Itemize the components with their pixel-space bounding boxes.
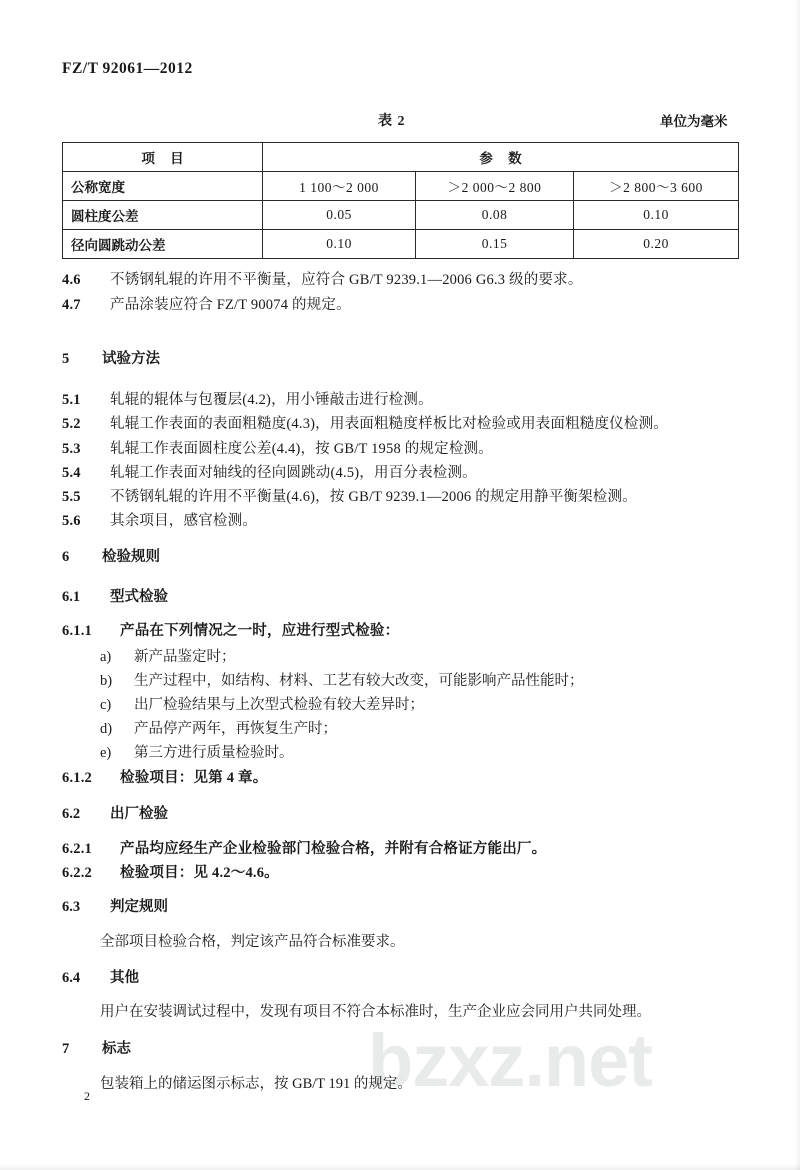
heading-number: 6.2 xyxy=(62,806,81,822)
site-watermark: bzxz.net xyxy=(368,1019,652,1102)
clause-number: 6.1.2 xyxy=(62,770,92,786)
heading-7 xyxy=(62,1037,131,1058)
heading-number: 7 xyxy=(62,1041,70,1057)
table-unit-note: 单位为毫米 xyxy=(660,114,728,129)
clause-6-1-1 xyxy=(62,619,399,640)
table-cell: 0.20 xyxy=(574,230,739,259)
table-caption: 表 2 xyxy=(378,114,406,129)
clause-text: 不锈钢轧辊的许用不平衡量，应符合 GB/T 9239.1—2006 G6.3 级的要求。 xyxy=(110,272,583,288)
clause-text: 轧辊工作表面圆柱度公差(4.4)，按 GB/T 1958 的规定检测。 xyxy=(110,441,493,457)
clause-number: 5.3 xyxy=(62,441,81,457)
heading-6-2 xyxy=(62,802,168,823)
clause-5-3 xyxy=(62,437,493,458)
clause-text: 产品均应经生产企业检验部门检验合格，并附有合格证方能出厂。 xyxy=(120,841,547,857)
heading-6-4 xyxy=(62,966,139,987)
table-cell: ＞2 000～2 800 xyxy=(416,172,574,201)
heading-text: 其他 xyxy=(110,970,139,986)
list-text: 生产过程中，如结构、材料、工艺有较大改变，可能影响产品性能时； xyxy=(134,673,584,689)
table-row xyxy=(63,230,739,259)
clause-6-2-1 xyxy=(62,837,546,858)
clause-number: 6.2.2 xyxy=(62,865,92,881)
table-header-parameter: 参 数 xyxy=(263,143,739,172)
scan-edge-bottom xyxy=(0,1164,800,1170)
list-item xyxy=(100,741,294,762)
clause-text: 产品在下列情况之一时，应进行型式检验： xyxy=(120,623,400,639)
scan-edge-right xyxy=(794,0,800,1170)
clause-number: 5.6 xyxy=(62,513,81,529)
clause-text: 不锈钢轧辊的许用不平衡量(4.6)，按 GB/T 9239.1—2006 的规定用静平衡架检测。 xyxy=(110,489,637,505)
table-header-item: 项 目 xyxy=(63,143,263,172)
list-text: 第三方进行质量检验时。 xyxy=(134,745,294,761)
clause-5-1 xyxy=(62,388,433,409)
clause-text: 轧辊的辊体与包覆层(4.2)，用小锤敲击进行检测。 xyxy=(110,392,433,408)
list-item xyxy=(100,645,236,666)
table-cell: 0.08 xyxy=(416,201,574,230)
clause-text: 产品涂装应符合 FZ/T 90074 的规定。 xyxy=(110,297,351,313)
clause-text: 检验项目：见第 4 章。 xyxy=(120,770,268,786)
clause-5-5 xyxy=(62,485,637,506)
table-cell: ＞2 800～3 600 xyxy=(574,172,739,201)
clause-text: 检验项目：见 4.2～4.6。 xyxy=(120,865,279,881)
page-number: 2 xyxy=(84,1089,90,1103)
clause-7-body: 包装箱上的储运图示标志，按 GB/T 191 的规定。 xyxy=(100,1076,412,1092)
table-cell: 0.10 xyxy=(263,230,416,259)
clause-number: 4.6 xyxy=(62,272,81,288)
list-marker: a) xyxy=(100,649,112,665)
heading-number: 6 xyxy=(62,549,70,565)
heading-6-1 xyxy=(62,585,168,606)
list-text: 出厂检验结果与上次型式检验有较大差异时； xyxy=(134,697,424,713)
clause-number: 5.4 xyxy=(62,465,81,481)
heading-text: 试验方法 xyxy=(102,351,160,367)
heading-text: 型式检验 xyxy=(110,589,168,605)
clause-5-6 xyxy=(62,509,257,530)
heading-number: 6.4 xyxy=(62,970,81,986)
specification-table xyxy=(62,142,739,259)
table-row-label: 圆柱度公差 xyxy=(63,201,263,230)
table-row-label: 径向圆跳动公差 xyxy=(63,230,263,259)
heading-text: 检验规则 xyxy=(102,549,160,565)
list-text: 产品停产两年，再恢复生产时； xyxy=(134,721,337,737)
table-cell: 0.10 xyxy=(574,201,739,230)
clause-number: 5.1 xyxy=(62,392,81,408)
list-item xyxy=(100,693,424,714)
list-item xyxy=(100,717,337,738)
clause-5-4 xyxy=(62,461,477,482)
clause-4-6 xyxy=(62,268,583,289)
heading-text: 出厂检验 xyxy=(110,806,168,822)
heading-6 xyxy=(62,545,160,566)
clause-number: 6.1.1 xyxy=(62,623,92,639)
heading-number: 6.1 xyxy=(62,589,81,605)
clause-6-2-2 xyxy=(62,861,279,882)
table-cell: 0.05 xyxy=(263,201,416,230)
table-header-row xyxy=(63,143,739,172)
clause-number: 5.5 xyxy=(62,489,81,505)
clause-text: 轧辊工作表面对轴线的径向圆跳动(4.5)，用百分表检测。 xyxy=(110,465,477,481)
table-cell: 1 100～2 000 xyxy=(263,172,416,201)
heading-text: 判定规则 xyxy=(110,899,168,915)
list-text: 新产品鉴定时； xyxy=(134,649,236,665)
list-marker: d) xyxy=(100,721,113,737)
clause-6-4-body: 用户在安装调试过程中，发现有项目不符合本标准时，生产企业应会同用户共同处理。 xyxy=(100,1004,651,1020)
clause-4-7 xyxy=(62,293,351,314)
clause-text: 轧辊工作表面的表面粗糙度(4.3)，用表面粗糙度样板比对检验或用表面粗糙度仪检测。 xyxy=(110,416,668,432)
clause-5-2 xyxy=(62,412,668,433)
clause-text: 其余项目，感官检测。 xyxy=(110,513,257,529)
table-row-label: 公称宽度 xyxy=(63,172,263,201)
clause-number: 6.2.1 xyxy=(62,841,92,857)
heading-number: 5 xyxy=(62,351,70,367)
heading-number: 6.3 xyxy=(62,899,81,915)
clause-6-3-body: 全部项目检验合格，判定该产品符合标准要求。 xyxy=(100,934,405,950)
clause-6-1-2 xyxy=(62,766,267,787)
clause-number: 4.7 xyxy=(62,297,81,313)
table-row xyxy=(63,201,739,230)
list-marker: b) xyxy=(100,673,113,689)
list-item xyxy=(100,669,584,690)
list-marker: c) xyxy=(100,697,112,713)
table-cell: 0.15 xyxy=(416,230,574,259)
standard-code-header: FZ/T 92061—2012 xyxy=(62,60,193,77)
heading-5 xyxy=(62,347,160,368)
list-marker: e) xyxy=(100,745,112,761)
clause-number: 5.2 xyxy=(62,416,81,432)
heading-6-3 xyxy=(62,895,168,916)
heading-text: 标志 xyxy=(102,1041,131,1057)
table-row xyxy=(63,172,739,201)
